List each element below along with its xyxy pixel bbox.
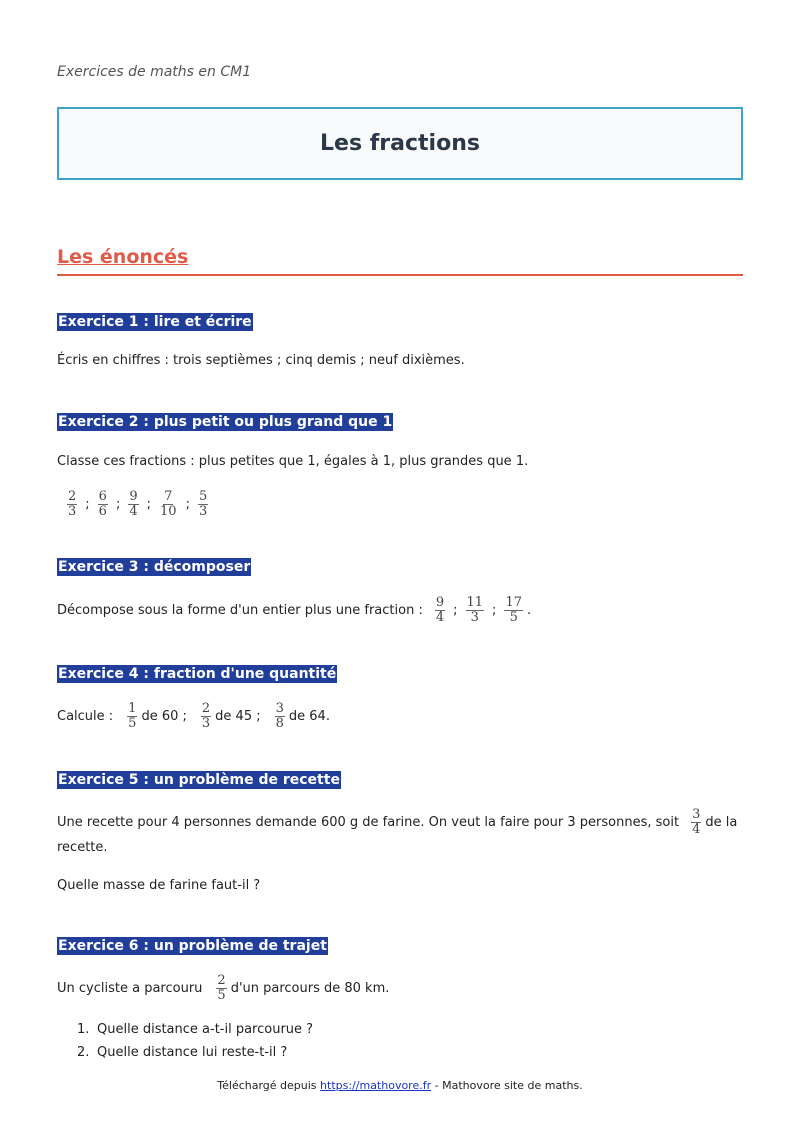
section-heading: [57, 246, 743, 276]
exercise-5-title: Exercice 5 : un problème de recette: [58, 772, 340, 788]
numerator: 1: [128, 700, 137, 716]
exercise-4-part-text: de 60 ;: [141, 708, 187, 724]
exercise-4-line: [57, 699, 330, 733]
denominator: 4: [692, 821, 701, 837]
denominator: 3: [470, 609, 479, 625]
numerator: 3: [275, 700, 284, 716]
numerator: 9: [129, 488, 138, 504]
exercise-3-title: Exercice 3 : décomposer: [58, 559, 251, 575]
numerator: 11: [466, 594, 484, 610]
denominator: 6: [98, 503, 107, 519]
footer: [0, 1079, 800, 1092]
exercise-6-title: Exercice 6 : un problème de trajet: [58, 938, 327, 954]
fraction: [198, 490, 208, 519]
denominator: 5: [217, 987, 226, 1003]
exercise-2-fractions: [63, 487, 212, 521]
numerator: 9: [435, 594, 445, 610]
exercise-5-text: Une recette pour 4 personnes demande 600 g de farine. On veut la faire pour 3 personnes, soit: [57, 814, 680, 830]
numerator: 6: [98, 488, 107, 504]
fraction: [216, 974, 226, 1003]
fraction: [435, 596, 445, 625]
title-box: [57, 107, 743, 180]
exercise-6-line: [57, 971, 389, 1005]
footer-link[interactable]: https://mathovore.fr: [320, 1079, 432, 1092]
numerator: 2: [217, 972, 226, 988]
separator: ;: [85, 496, 90, 512]
page-title: Les fractions: [320, 131, 480, 156]
list-number: 2.: [77, 1045, 90, 1060]
list-item: [77, 1018, 313, 1041]
denominator: 3: [68, 503, 77, 519]
separator: ;: [146, 496, 152, 512]
fraction: [691, 808, 701, 837]
separator: ;: [185, 496, 190, 512]
exercise-6-text-after: d'un parcours de 80 km.: [230, 980, 390, 996]
exercise-5-line: [57, 805, 737, 839]
exercise-4-prefix: Calcule :: [57, 708, 114, 724]
document-page: [57, 0, 743, 1132]
separator: ;: [453, 602, 458, 618]
numerator: 5: [198, 488, 208, 504]
list-item: [77, 1041, 313, 1064]
exercise-1-title: Exercice 1 : lire et écrire: [58, 314, 252, 330]
list-item-text: Quelle distance a-t-il parcourue ?: [97, 1022, 314, 1037]
fraction: [504, 596, 523, 625]
fraction: [98, 490, 108, 519]
fraction: [127, 702, 137, 731]
fraction: [159, 490, 178, 519]
separator: ;: [492, 602, 497, 618]
numerator: 17: [505, 594, 522, 610]
exercise-5-text-after: de la: [705, 814, 738, 830]
fraction: [466, 596, 485, 625]
exercise-3-line: [57, 593, 531, 627]
denominator: 5: [128, 715, 137, 731]
footer-suffix: - Mathovore site de maths.: [434, 1079, 583, 1092]
list-item-text: Quelle distance lui reste-t-il ?: [97, 1045, 288, 1060]
denominator: 3: [198, 503, 208, 519]
exercise-5-text-wrap: recette.: [57, 839, 108, 855]
separator: ;: [115, 496, 121, 512]
denominator: 4: [435, 609, 445, 625]
denominator: 8: [275, 715, 284, 731]
exercise-2-text: Classe ces fractions : plus petites que 1, égales à 1, plus grandes que 1.: [57, 453, 529, 469]
exercise-4-part-text: de 45 ;: [215, 708, 261, 724]
exercise-4-part-text: de 64.: [288, 708, 330, 724]
section-heading-text: Les énoncés: [57, 246, 189, 268]
numerator: 7: [164, 488, 173, 504]
fraction: [67, 490, 77, 519]
numerator: 3: [692, 806, 701, 822]
denominator: 3: [201, 715, 211, 731]
fraction: [275, 702, 285, 731]
denominator: 5: [509, 609, 518, 625]
list-number: 1.: [77, 1022, 90, 1037]
exercise-2-title: Exercice 2 : plus petit ou plus grand que 1: [58, 414, 393, 430]
denominator: 4: [129, 503, 138, 519]
footer-prefix: Téléchargé depuis: [217, 1079, 317, 1092]
fraction: [128, 490, 138, 519]
exercise-4-title: Exercice 4 : fraction d'une quantité: [58, 666, 337, 682]
exercise-3-text: Décompose sous la forme d'un entier plus une fraction :: [57, 602, 423, 618]
denominator: 10: [160, 503, 177, 519]
exercise-6-text: Un cycliste a parcouru: [57, 980, 203, 996]
exercise-6-questions: [77, 1018, 313, 1064]
fraction: [201, 702, 211, 731]
numerator: 2: [201, 700, 211, 716]
exercise-3-end: .: [526, 602, 532, 618]
exercise-5-question: Quelle masse de farine faut-il ?: [57, 877, 261, 893]
numerator: 2: [68, 488, 77, 504]
page-subtitle: Exercices de maths en CM1: [57, 64, 252, 80]
exercise-1-text: Écris en chiffres : trois septièmes ; cinq demis ; neuf dixièmes.: [57, 352, 465, 368]
